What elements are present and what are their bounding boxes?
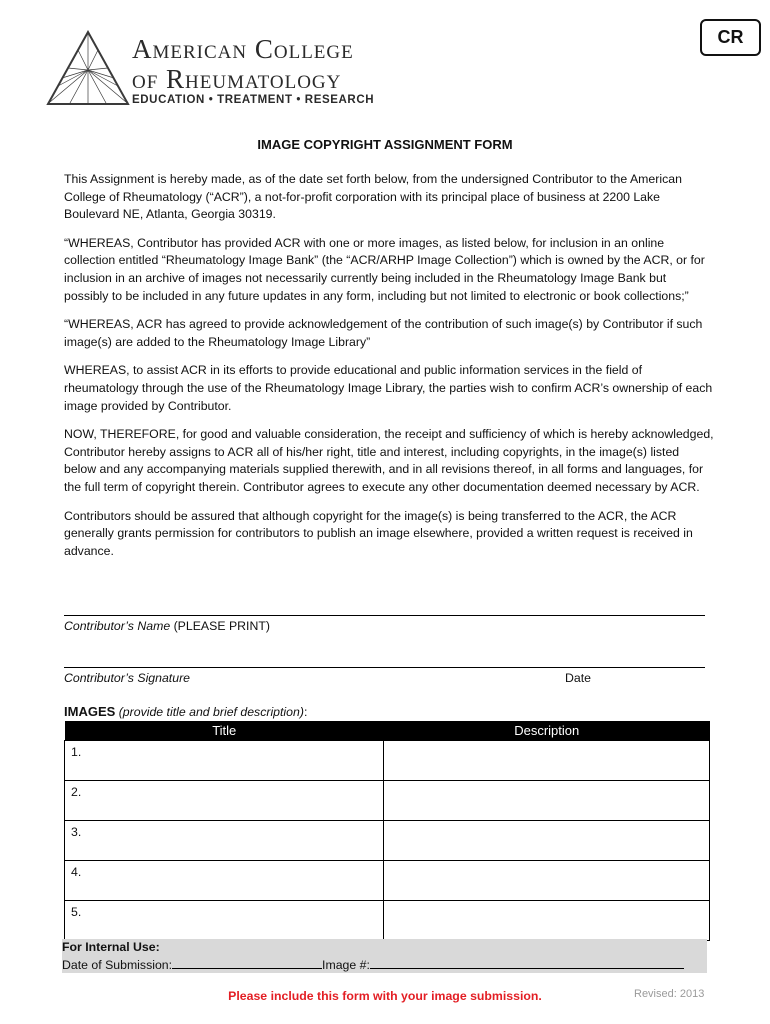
- contributor-signature-line[interactable]: [64, 667, 705, 668]
- description-cell[interactable]: [384, 901, 710, 941]
- acr-logo: [46, 30, 386, 110]
- paragraph-permission: Contributors should be assured that although copyright for the image(s) is being transferred to the ACR, the ACR generally grants permission for contributors to publish an image elsewhere, provided a written request is received in advance.: [64, 508, 693, 558]
- table-row: [65, 781, 710, 821]
- paragraph-whereas-2: “WHEREAS, ACR has agreed to provide acknowledgement of the contribution of such image(s) by Contributor if such image(s) are added to the Rheumatology Image Library”: [64, 317, 703, 349]
- form-title: IMAGE COPYRIGHT ASSIGNMENT FORM: [257, 137, 513, 152]
- submission-note: Please include this form with your image submission.: [228, 989, 542, 1003]
- column-title: Title: [65, 721, 384, 741]
- date-of-submission-field[interactable]: [172, 956, 322, 969]
- contributor-signature-label: [64, 671, 190, 685]
- date-label: Date: [565, 671, 591, 685]
- images-table: [64, 721, 710, 941]
- name-label-suffix: (PLEASE PRINT): [170, 619, 270, 633]
- revised-date: Revised: 2013: [634, 988, 705, 1000]
- contributor-name-line[interactable]: [64, 615, 705, 616]
- description-cell[interactable]: [384, 741, 710, 781]
- image-number-field[interactable]: [370, 956, 684, 969]
- logo-tagline: EDUCATION • TREATMENT • RESEARCH: [132, 94, 375, 106]
- description-cell[interactable]: [384, 781, 710, 821]
- table-row: [65, 861, 710, 901]
- table-row: [65, 821, 710, 861]
- internal-use-box: [62, 939, 707, 973]
- title-cell[interactable]: 3.: [65, 821, 384, 861]
- triangle-logo-icon: [46, 30, 130, 106]
- images-heading-bold: IMAGES: [64, 704, 116, 719]
- images-heading-colon: :: [303, 705, 308, 719]
- description-cell[interactable]: [384, 821, 710, 861]
- paragraph-whereas-1: “WHEREAS, Contributor has provided ACR with one or more images, as listed below, for inclusion in an online collection entitled “Rheumatology Image Bank” (the “ACR/ARHP Image Collection”) which is owned by the ACR, or for inclusion in an archive of images not necessarily currently being included in the Rheumatology Image Bank but possibly to be included in any future updates in any form, including but not limited to electronic or book collections;”: [64, 235, 705, 303]
- image-number-label: Image #:: [322, 958, 370, 972]
- description-cell[interactable]: [384, 861, 710, 901]
- signature-label-italic: Contributor’s Signature: [64, 671, 191, 685]
- cr-badge: CR: [700, 19, 761, 56]
- title-cell[interactable]: 5.: [65, 901, 384, 941]
- title-cell[interactable]: 2.: [65, 781, 384, 821]
- title-cell[interactable]: 4.: [65, 861, 384, 901]
- internal-use-heading: For Internal Use:: [62, 940, 160, 954]
- paragraph-whereas-3: WHEREAS, to assist ACR in its efforts to provide educational and public information services in the field of rheumatology through the use of the Rheumatology Image Library, the parties wish to confirm ACR’s ownership of each image provided by Contributor.: [64, 363, 713, 413]
- contributor-name-label: [64, 619, 270, 633]
- images-heading: [64, 704, 307, 719]
- paragraph-therefore: NOW, THEREFORE, for good and valuable consideration, the receipt and sufficiency of which is hereby acknowledged, Contributor hereby assigns to ACR all of his/her right, title and interest, including copyrights, in the image(s) listed below and any accompanying materials supplied therewith, and in all revisions thereof, in all forms and languages, for the full term of copyright therein. Contributor agrees to execute any other documentation deemed necessary by ACR.: [64, 427, 714, 494]
- logo-line-1: American College: [132, 34, 354, 64]
- assignment-body: [64, 171, 714, 571]
- column-description: Description: [384, 721, 710, 741]
- paragraph-assignment: This Assignment is hereby made, as of the date set forth below, from the undersigned Contributor to the American College of Rheumatology (“ACR”), a not-for-profit corporation with its principal place of business at 2200 Lake Boulevard NE, Atlanta, Georgia 30319.: [64, 172, 682, 222]
- name-label-italic: Contributor’s Name: [64, 619, 171, 633]
- table-row: [65, 741, 710, 781]
- date-of-submission-label: Date of Submission:: [62, 958, 173, 972]
- table-row: [65, 901, 710, 941]
- logo-line-2: of Rheumatology: [132, 64, 342, 94]
- images-heading-note: (provide title and brief description): [115, 705, 304, 719]
- title-cell[interactable]: 1.: [65, 741, 384, 781]
- images-table-header: [65, 721, 710, 741]
- internal-use-fields: [62, 956, 707, 974]
